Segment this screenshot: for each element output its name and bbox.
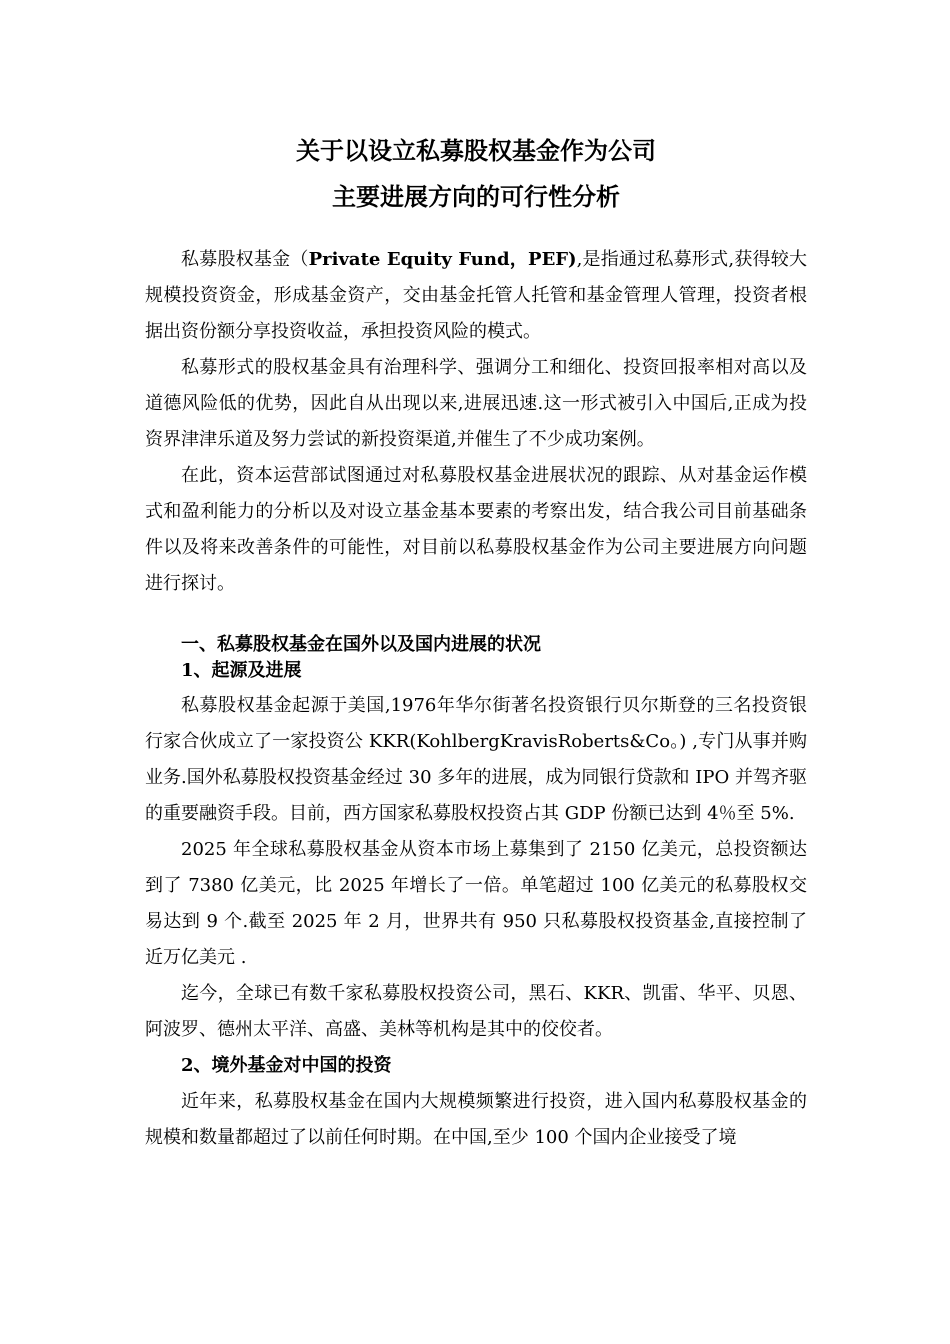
subsection-2-heading: 2、境外基金对中国的投资	[181, 1055, 392, 1076]
subsection-1-paragraph-1: 私募股权基金起源于美国,1976年华尔街著名投资银行贝尔斯登的三名投资银行家合伙成立了一家投资公 KKR(KohlbergKravisRoberts&Co。) ,专门从事并购业务.国外私募股权投资基金经过 30 多年的进展，成为同银行贷款和 IPO 并驾齐驱的重要融资手段。目前，西方国家私募股权投资占其 GDP 份额已达到 4％至 5%.	[145, 695, 807, 824]
subsection-1-paragraph-3: 迄今，全球已有数千家私募股权投资公司，黑石、KKR、凯雷、华平、贝恩、阿波罗、德州太平洋、高盛、美林等机构是其中的佼佼者。	[145, 983, 807, 1040]
intro-paragraph-1	[145, 242, 807, 350]
title-block	[145, 128, 807, 220]
section-spacer	[145, 602, 807, 632]
intro-p1-suffix: ,是指通过私募形式,获得较大规模投资资金，形成基金资产，交由基金托管人托管和基金管理人管理，投资者根据出资份额分享投资收益，承担投资风险的模式。	[145, 249, 808, 342]
section-1-heading: 一、私募股权基金在国外以及国内进展的状况	[181, 634, 541, 655]
intro-paragraph-3: 在此，资本运营部试图通过对私募股权基金进展状况的跟踪、从对基金运作模式和盈利能力的分析以及对设立基金基本要素的考察出发，结合我公司目前基础条件以及将来改善条件的可能性，对目前以私募股权基金作为公司主要进展方向问题进行探讨。	[145, 465, 807, 594]
document-title-line-1: 关于以设立私募股权基金作为公司	[296, 136, 656, 165]
document-page	[145, 128, 807, 1156]
intro-paragraph-2: 私募形式的股权基金具有治理科学、强调分工和细化、投资回报率相对高以及道德风险低的优势，因此自从出现以来,进展迅速.这一形式被引入中国后,正成为投资界津津乐道及努力尝试的新投资渠道,并催生了不少成功案例。	[145, 357, 807, 450]
intro-p1-prefix: 私募股权基金（	[181, 249, 309, 270]
intro-p1-bold-term: Private Equity Fund，PEF)	[308, 249, 577, 270]
document-title-line-2: 主要进展方向的可行性分析	[332, 182, 620, 211]
subsection-1-paragraph-2: 2025 年全球私募股权基金从资本市场上募集到了 2150 亿美元，总投资额达到了 7380 亿美元，比 2025 年增长了一倍。单笔超过 100 亿美元的私募股权交易达到 9 个.截至 2025 年 2 月，世界共有 950 只私募股权投资基金,直接控制了近万亿美元 .	[145, 839, 807, 968]
subsection-2-paragraph-1: 近年来，私募股权基金在国内大规模频繁进行投资，进入国内私募股权基金的规模和数量都超过了以前任何时期。在中国,至少 100 个国内企业接受了境	[145, 1091, 807, 1148]
subsection-1-heading: 1、起源及进展	[181, 660, 302, 681]
